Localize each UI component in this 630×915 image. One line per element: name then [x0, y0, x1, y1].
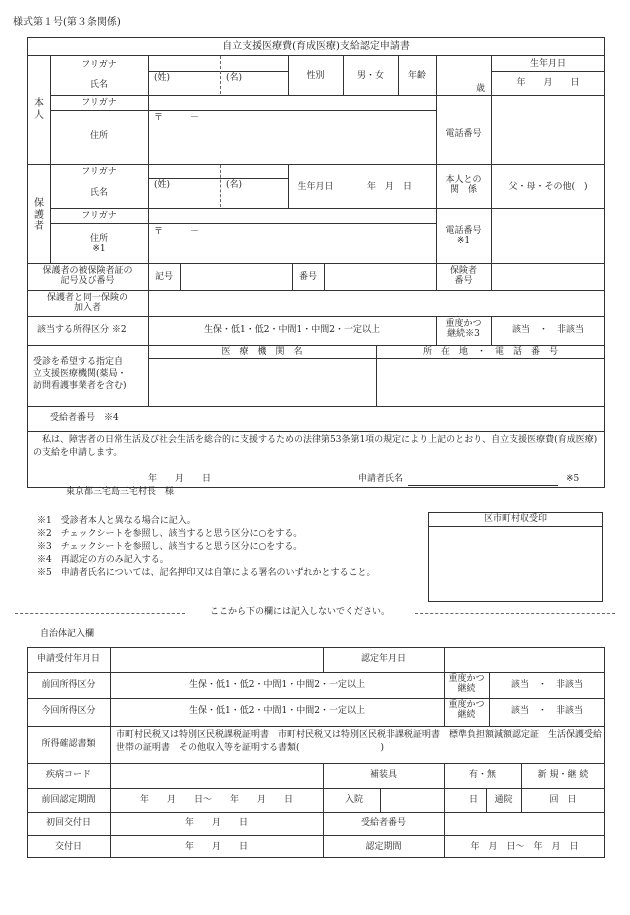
- honnin-age-unit: 歳: [476, 84, 486, 94]
- honnin-age-label: 年齢: [407, 71, 426, 81]
- note5-mark: ※5: [566, 474, 580, 484]
- honnin-postal[interactable]: 〒 －: [154, 113, 200, 123]
- honnin-sex-options[interactable]: 男・女: [356, 71, 384, 81]
- konkai-severe-label: 重度かつ 継続: [448, 700, 485, 721]
- institution-label: 受診を希望する指定自 立支援医療機関(薬局・ 訪問看護事業者を含む): [33, 357, 127, 392]
- insurance-kigou-label: 記号: [154, 272, 173, 282]
- declaration-date[interactable]: 年 月 日: [148, 474, 212, 484]
- honnin-birth-value[interactable]: 年 月 日: [516, 78, 580, 88]
- hogosha-address-label: 住所 ※1: [89, 234, 108, 255]
- hospitalization-label: 入院: [345, 795, 364, 805]
- hogosha-mei: (名): [226, 180, 243, 190]
- issue-date-value[interactable]: 年 月 日: [184, 842, 248, 852]
- prev-period-value[interactable]: 年 月 日～ 年 月 日: [139, 795, 293, 805]
- first-issue-label: 初回交付日: [45, 818, 91, 828]
- outpatient-count: 回 日: [549, 795, 577, 805]
- honnin-birth-header: 生年月日: [529, 59, 566, 69]
- hogosha-relation-label: 本人との 関 係: [445, 175, 482, 196]
- honnin-furigana2-label: フリガナ: [81, 98, 117, 108]
- institution-addr-header: 所 在 地 ・ 電 話 番 号: [422, 347, 558, 357]
- declaration-text: 私は、障害者の日常生活及び社会生活を総合的に支援するための法律第53条第1項の規定により上記のとおり、自立支援医療費(育成医療)の支給を申請します。: [33, 435, 598, 458]
- zenkai-income-label: 前回所得区分: [41, 680, 96, 690]
- new-continue[interactable]: 新 規・継 続: [537, 770, 589, 780]
- hospitalization-days: 日: [469, 795, 479, 805]
- recipient-number-label: 受給者番号 ※4: [50, 413, 119, 423]
- note-2: ※2 チェックシートを参照し、該当すると思う区分に○をする。: [37, 529, 303, 539]
- honnin-sei: (姓): [154, 73, 171, 83]
- section-honnin: 本 人: [34, 98, 44, 121]
- honnin-name-label: 氏名: [89, 80, 108, 90]
- note-3: ※3 チェックシートを参照し、該当すると思う区分に○をする。: [37, 542, 303, 552]
- zenkai-income-options[interactable]: 生保・低1・低2・中間1・中間2・一定以上: [189, 680, 365, 690]
- note-4: ※4 再認定の方のみ記入する。: [37, 555, 169, 565]
- honnin-furigana-label: フリガナ: [81, 60, 117, 70]
- income-docs-label: 所得確認書類: [41, 739, 96, 749]
- konkai-income-options[interactable]: 生保・低1・低2・中間1・中間2・一定以上: [189, 706, 365, 716]
- first-issue-date[interactable]: 年 月 日: [184, 818, 248, 828]
- institution-name-header: 医 療 機 関 名: [221, 347, 303, 357]
- honnin-address-label: 住所: [89, 131, 108, 141]
- declaration-addressee: 東京都三宅島三宅村長 様: [66, 487, 175, 497]
- hogosha-phone-label: 電話番号 ※1: [445, 226, 482, 247]
- section-hogosha: 保 護 者: [34, 198, 44, 232]
- approval-period-label: 認定期間: [365, 842, 402, 852]
- hogosha-furigana2-label: フリガナ: [81, 211, 117, 221]
- recipient-number-office-label: 受給者番号: [360, 818, 406, 828]
- income-docs-list[interactable]: 市町村民税又は特別区民税課税証明書 市町村民税又は特別区民税非課税証明書 標準負担額減額認定証 生活保護受給世帯の証明書 その他収入等を証明する書類( ): [116, 730, 603, 754]
- hogosha-name-label: 氏名: [89, 188, 108, 198]
- form-title: 自立支援医療費(育成医療)支給認定申請書: [222, 41, 410, 52]
- note-1: ※1 受診者本人と異なる場合に記入。: [37, 516, 196, 526]
- prev-period-label: 前回認定期間: [41, 795, 96, 805]
- hogosha-birth-value[interactable]: 年 月 日: [366, 182, 412, 192]
- honnin-sex-label: 性別: [306, 71, 325, 81]
- hogosha-relation-options[interactable]: 父・母・その他( ): [508, 182, 588, 192]
- konkai-yesno[interactable]: 該当 ・ 非該当: [510, 706, 583, 716]
- outpatient-label: 通院: [494, 795, 513, 805]
- hogosha-postal[interactable]: 〒 －: [154, 227, 200, 237]
- severe-yesno[interactable]: 該当 ・ 非該当: [511, 325, 584, 335]
- applicant-name-label: 申請者氏名: [358, 474, 404, 484]
- office-section-title: 自治体記入欄: [40, 629, 95, 639]
- hogosha-furigana-label: フリガナ: [81, 167, 117, 177]
- insurance-bangou-label: 番号: [298, 272, 317, 282]
- prosthesis-label: 補装具: [369, 770, 397, 780]
- honnin-mei: (名): [226, 73, 243, 83]
- note-5: ※5 申請者氏名については、記名押印又は自筆による署名のいずれかとすること。: [37, 568, 376, 578]
- issue-date-label: 交付日: [54, 842, 82, 852]
- konkai-income-label: 今回所得区分: [41, 706, 96, 716]
- severe-continuous-label: 重度かつ 継続※3: [445, 319, 482, 340]
- uketsuke-label: 申請受付年月日: [36, 654, 100, 664]
- hogosha-birth-label: 生年月日: [297, 182, 334, 192]
- nintei-date-label: 認定年月日: [360, 654, 406, 664]
- zenkai-yesno[interactable]: 該当 ・ 非該当: [510, 680, 583, 690]
- approval-period-value[interactable]: 年 月 日～ 年 月 日: [470, 842, 579, 852]
- same-insurance-label: 保護者と同一保険の 加入者: [46, 293, 128, 314]
- prosthesis-yesno[interactable]: 有・無: [468, 770, 496, 780]
- income-class-label: 該当する所得区分 ※2: [37, 325, 127, 335]
- receipt-stamp-label: 区市町村収受印: [483, 514, 547, 524]
- honnin-phone-label: 電話番号: [445, 129, 482, 139]
- hogosha-sei: (姓): [154, 180, 171, 190]
- insurer-number-label: 保険者 番号: [449, 266, 477, 287]
- insurance-card-label: 保護者の被保険者証の 記号及び番号: [42, 266, 133, 287]
- zenkai-severe-label: 重度かつ 継続: [448, 674, 485, 695]
- applicant-signature-line[interactable]: [408, 485, 558, 486]
- disease-code-label: 疾病コード: [45, 770, 91, 780]
- income-class-options[interactable]: 生保・低1・低2・中間1・中間2・一定以上: [204, 325, 380, 335]
- form-id: 様式第１号(第３条関係): [13, 17, 121, 28]
- cut-line-text: ここから下の欄には記入しないでください。: [209, 607, 390, 617]
